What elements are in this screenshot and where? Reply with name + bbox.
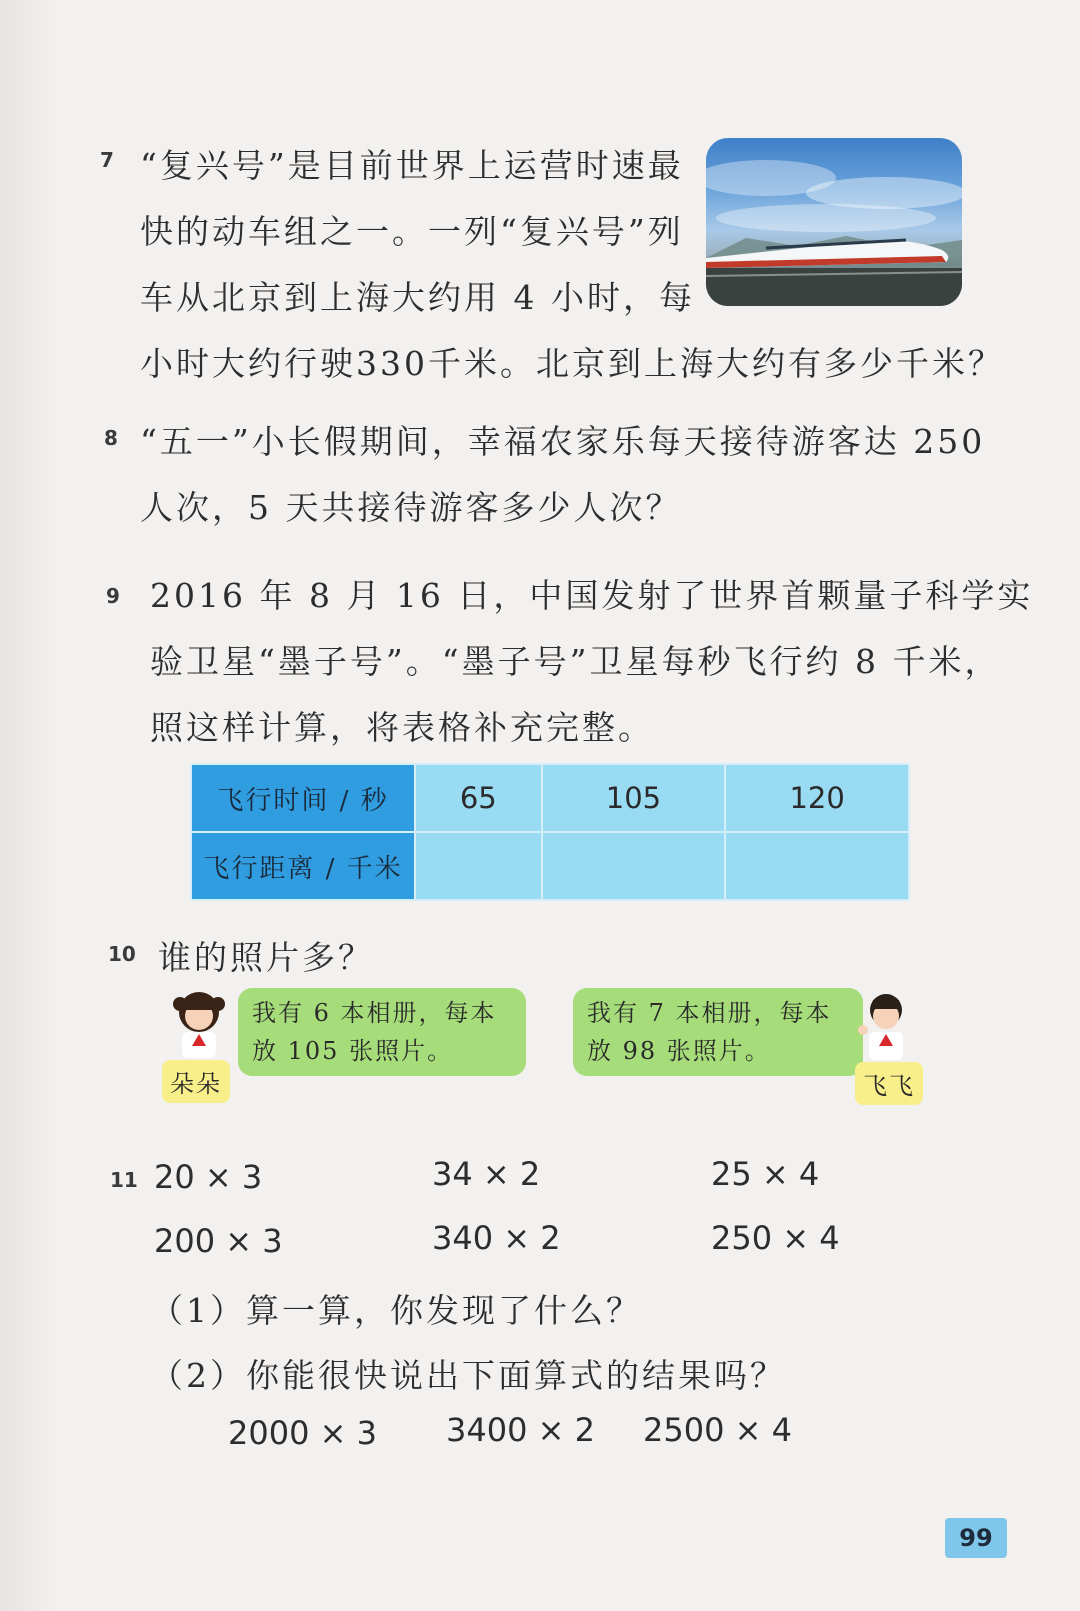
girl-name-tag: 朵朵: [162, 1060, 230, 1103]
girl-speech-line-1: 我有 6 本相册，每本: [252, 999, 497, 1027]
problem-8-line-2: 人次，5 天共接待游客多少人次？: [140, 488, 682, 527]
problem-10-question: 谁的照片多？: [158, 938, 374, 977]
problem-7-line-2: 快的动车组之一。一列“复兴号”列: [140, 212, 684, 251]
girl-speech-bubble: [238, 988, 526, 1076]
girl-speech-line-2: 放 105 张照片。: [252, 1037, 454, 1065]
problem-8-line-1: “五一”小长假期间，幸福农家乐每天接待游客达 250: [140, 422, 986, 461]
problem-8-number: 8: [104, 426, 118, 450]
mult-r2-c2: 340 × 2: [432, 1219, 561, 1257]
distance-cell-2[interactable]: [542, 832, 726, 900]
mult-r1-c1: 20 × 3: [154, 1158, 263, 1196]
problem-10-number: 10: [108, 942, 136, 966]
boy-name-tag: 飞飞: [855, 1062, 923, 1105]
mult-r2-c3: 250 × 4: [711, 1219, 840, 1257]
problem-11-question-2: （2）你能很快说出下面算式的结果吗？: [150, 1356, 786, 1395]
problem-9-line-2: 验卫星“墨子号”。“墨子号”卫星每秒飞行约 8 千米，: [150, 642, 1001, 681]
boy-avatar: [855, 990, 917, 1066]
problem-7-line-1: “复兴号”是目前世界上运营时速最: [140, 146, 684, 185]
distance-cell-3[interactable]: [725, 832, 909, 900]
table-row-time: [191, 764, 909, 832]
problem-7-number: 7: [100, 148, 114, 172]
problem-9-number: 9: [106, 584, 120, 608]
girl-avatar: [168, 988, 230, 1064]
problem-7-line-4: 小时大约行驶330千米。北京到上海大约有多少千米？: [140, 344, 1004, 383]
time-cell-1: 65: [415, 764, 542, 832]
mult-r3-c1: 2000 × 3: [228, 1414, 377, 1452]
problem-9-line-1: 2016 年 8 月 16 日，中国发射了世界首颗量子科学实: [150, 576, 1034, 615]
page-gutter-shadow: [0, 0, 60, 1611]
boy-speech-line-2: 放 98 张照片。: [587, 1037, 771, 1065]
problem-11-number: 11: [110, 1168, 138, 1192]
page-number: 99: [945, 1518, 1007, 1558]
mult-r1-c3: 25 × 4: [711, 1155, 820, 1193]
mult-r1-c2: 34 × 2: [432, 1155, 541, 1193]
time-cell-2: 105: [542, 764, 726, 832]
mult-r2-c1: 200 × 3: [154, 1222, 283, 1260]
problem-7-line-3: 车从北京到上海大约用 4 小时，每: [140, 278, 695, 317]
flight-table: [190, 763, 910, 901]
problem-9-line-3: 照这样计算，将表格补充完整。: [150, 708, 654, 747]
mult-r3-c2: 3400 × 2: [446, 1411, 595, 1449]
train-photo: [706, 138, 962, 306]
boy-speech-bubble: [573, 988, 863, 1076]
distance-cell-1[interactable]: [415, 832, 542, 900]
time-header: 飞行时间 / 秒: [191, 764, 415, 832]
time-cell-3: 120: [725, 764, 909, 832]
distance-header: 飞行距离 / 千米: [191, 832, 415, 900]
boy-speech-line-1: 我有 7 本相册，每本: [587, 999, 832, 1027]
mult-r3-c3: 2500 × 4: [643, 1411, 792, 1449]
train-illustration: [706, 138, 962, 306]
problem-11-question-1: （1）算一算，你发现了什么？: [150, 1291, 642, 1330]
table-row-distance: [191, 832, 909, 900]
